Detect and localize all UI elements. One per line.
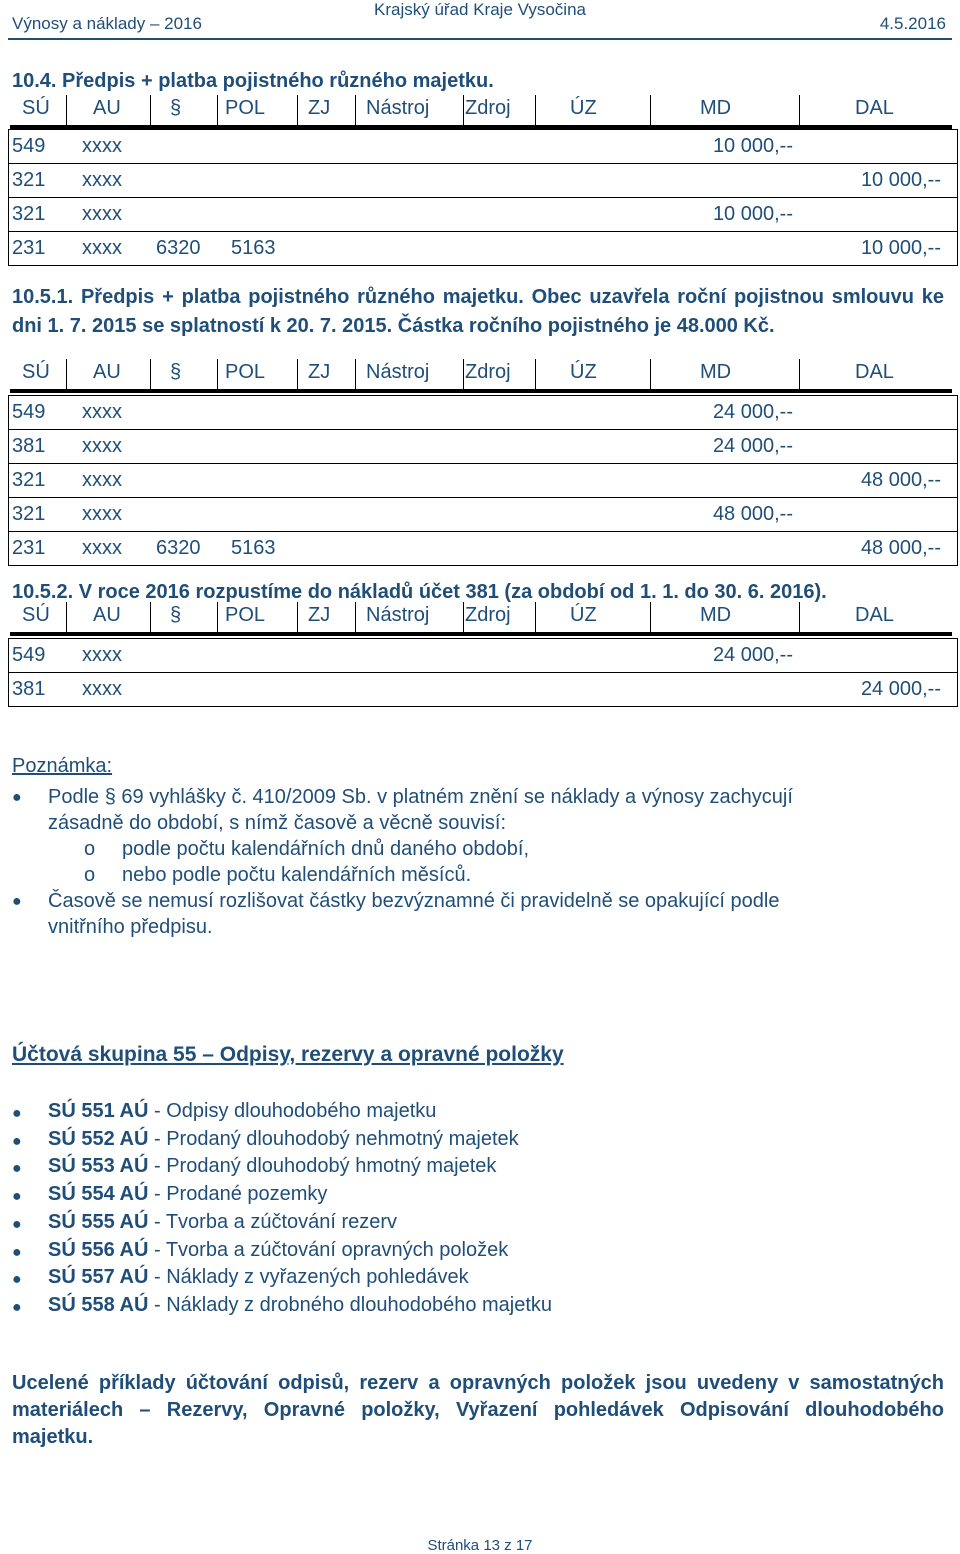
column-divider [650,95,651,125]
column-divider [150,359,151,389]
header-center: Krajský úřad Kraje Vysočina [374,0,586,19]
cell-au: xxxx [82,503,122,525]
cell-su: 549 [12,401,46,423]
list-item: SÚ 556 AÚ - Tvorba a zúčtování opravných položek [48,1238,509,1261]
section-3-table [8,638,958,707]
header-left: Výnosy a náklady – 2016 [12,14,202,33]
column-header: SÚ [22,604,50,626]
bullet-icon: ● [12,893,22,910]
column-header: Nástroj [366,604,430,626]
cell-dal: 24 000,-- [860,678,941,700]
cell-md: 24 000,-- [712,435,793,457]
column-header: DAL [855,604,894,626]
group-heading: Účtová skupina 55 – Odpisy, rezervy a opravné položky [12,1043,564,1066]
sub-bullet-icon: o [84,864,96,886]
cell-dal: 48 000,-- [860,537,941,559]
cell-su: 321 [12,469,46,491]
cell-au: xxxx [82,169,122,191]
page-header [0,0,960,42]
column-divider [355,602,356,632]
column-header: ÚZ [570,604,597,626]
cell-zj: 5163 [231,237,276,259]
column-divider [150,602,151,632]
column-header: SÚ [22,361,50,383]
section-1-heading: 10.4. Předpis + platba pojistného různého majetku. [12,70,494,92]
column-divider [355,359,356,389]
account-code: SÚ 551 AÚ [48,1100,149,1122]
table-row [9,396,957,430]
note-bullet-2-line-2: vnitřního předpisu. [48,916,213,938]
column-divider [463,95,464,125]
list-item: SÚ 558 AÚ - Náklady z drobného dlouhodobého majetku [48,1293,553,1316]
column-divider [535,602,536,632]
cell-su: 381 [12,678,46,700]
section-2-heading: 10.5.1. Předpis + platba pojistného různého majetku. Obec uzavřela roční pojistnou smlouvu ke dni 1. 7. 2015 se splatností k 20. 7. 2015. Částka ročního pojistného je 48.000 Kč. [12,286,944,337]
column-divider [217,359,218,389]
account-code: SÚ 558 AÚ [48,1293,149,1316]
table-row [9,639,957,673]
bullet-icon: ● [12,789,22,806]
list-item: SÚ 551 AÚ - Odpisy dlouhodobého majetku [48,1100,437,1122]
table-row [9,532,957,565]
column-header: Zdroj [465,604,511,626]
column-divider [297,95,298,125]
table-row [9,232,957,265]
section-sign-icon: § [170,97,182,119]
cell-au: xxxx [82,435,122,457]
bullet-icon: ● [12,1132,22,1150]
column-divider [799,359,800,389]
bullet-icon: ● [12,1298,22,1316]
cell-md: 10 000,-- [712,203,793,225]
note-sub-2: nebo podle počtu kalendářních měsíců. [122,864,472,886]
column-divider [463,359,464,389]
column-divider [297,602,298,632]
final-paragraph: Ucelené příklady účtování odpisů, rezerv a opravných položek jsou uvedeny v samostatných materiálech – Rezervy, Opravné položky, Vyřazení pohledávek Odpisování dlouhodobého majetku. [12,1372,944,1448]
column-header: MD [700,361,732,383]
bullet-icon: ● [12,1271,22,1289]
list-item: SÚ 552 AÚ - Prodaný dlouhodobý nehmotný majetek [48,1127,519,1150]
cell-md: 24 000,-- [712,644,793,666]
column-header: ÚZ [570,361,597,383]
column-header: AU [93,97,121,119]
cell-md: 10 000,-- [712,135,793,157]
bullet-icon: ● [12,1188,22,1206]
table-row [9,164,957,198]
column-header: Nástroj [366,97,430,119]
column-header: SÚ [22,97,50,119]
account-code: SÚ 556 AÚ [48,1238,149,1261]
account-code: SÚ 554 AÚ [48,1183,149,1206]
column-header: MD [700,604,732,626]
column-header: AU [93,604,121,626]
section-3-heading: 10.5.2. V roce 2016 rozpustíme do nákladů účet 381 (za období od 1. 1. do 30. 6. 2016). [12,581,827,603]
section-3-table-header [10,602,952,636]
column-divider [150,95,151,125]
section-1-table [8,129,958,266]
column-divider [535,359,536,389]
cell-au: xxxx [82,537,122,559]
column-divider [799,602,800,632]
column-divider [217,95,218,125]
note-bullet-1-line-1: Podle § 69 vyhlášky č. 410/2009 Sb. v platném znění se náklady a výnosy zachycují [48,786,793,808]
note-title: Poznámka: [12,755,113,777]
bullet-icon: ● [12,1215,22,1233]
cell-au: xxxx [82,401,122,423]
column-divider [217,602,218,632]
cell-su: 549 [12,644,46,666]
cell-au: xxxx [82,469,122,491]
sub-bullet-icon: o [84,838,96,860]
cell-au: xxxx [82,203,122,225]
cell-dal: 10 000,-- [860,237,941,259]
column-divider [650,359,651,389]
page-footer: Stránka 13 z 17 [427,1537,533,1554]
column-header: MD [700,97,732,119]
cell-dal: 10 000,-- [860,169,941,191]
column-header: POL [225,97,266,119]
cell-pol: 6320 [156,237,201,259]
column-divider [799,95,800,125]
column-header: Nástroj [366,361,430,383]
bullet-icon: ● [12,1243,22,1261]
column-divider [66,602,67,632]
cell-su: 549 [12,135,46,157]
note-sub-1: podle počtu kalendářních dnů daného období, [122,838,530,860]
column-header: ZJ [308,604,331,626]
account-code: SÚ 552 AÚ [48,1127,149,1150]
table-row [9,198,957,232]
note-bullet-1-line-2: zásadně do období, s nímž časově a věcně souvisí: [48,812,507,834]
table-row [9,673,957,706]
section-2-table-header [10,359,952,393]
cell-pol: 6320 [156,537,201,559]
cell-au: xxxx [82,135,122,157]
account-code: SÚ 553 AÚ [48,1155,149,1178]
note-bullet-2-line-1: Časově se nemusí rozlišovat částky bezvýznamné či pravidelně se opakující podle [48,890,780,912]
column-header: POL [225,361,266,383]
list-item: SÚ 554 AÚ - Prodané pozemky [48,1183,328,1206]
section-1-table-header [10,95,952,129]
list-item: SÚ 557 AÚ - Náklady z vyřazených pohledávek [48,1266,469,1289]
table-row [9,498,957,532]
column-divider [66,359,67,389]
column-header: DAL [855,97,894,119]
header-date: 4.5.2016 [879,14,946,33]
cell-su: 321 [12,503,46,525]
cell-su: 321 [12,169,46,191]
account-code: SÚ 555 AÚ [48,1210,149,1233]
cell-su: 381 [12,435,46,457]
list-item: SÚ 553 AÚ - Prodaný dlouhodobý hmotný majetek [48,1155,497,1178]
section-sign-icon: § [170,604,182,626]
column-divider [66,95,67,125]
section-sign-icon: § [170,361,182,383]
column-header: Zdroj [465,97,511,119]
cell-su: 231 [12,537,46,559]
cell-su: 231 [12,237,46,259]
column-header: ZJ [308,361,331,383]
account-code: SÚ 557 AÚ [48,1266,149,1289]
header-rule [8,38,952,40]
cell-zj: 5163 [231,537,276,559]
cell-md: 48 000,-- [712,503,793,525]
column-divider [297,359,298,389]
bullet-icon: ● [12,1160,22,1178]
column-header: ÚZ [570,97,597,119]
cell-au: xxxx [82,644,122,666]
column-divider [463,602,464,632]
cell-au: xxxx [82,678,122,700]
column-header: Zdroj [465,361,511,383]
column-header: POL [225,604,266,626]
bullet-icon: ● [12,1105,22,1122]
table-row [9,464,957,498]
table-row [9,130,957,164]
column-divider [650,602,651,632]
column-divider [535,95,536,125]
list-item: SÚ 555 AÚ - Tvorba a zúčtování rezerv [48,1210,398,1233]
cell-md: 24 000,-- [712,401,793,423]
section-2-table [8,395,958,566]
cell-su: 321 [12,203,46,225]
cell-au: xxxx [82,237,122,259]
column-header: AU [93,361,121,383]
cell-dal: 48 000,-- [860,469,941,491]
column-divider [355,95,356,125]
column-header: DAL [855,361,894,383]
table-row [9,430,957,464]
column-header: ZJ [308,97,331,119]
